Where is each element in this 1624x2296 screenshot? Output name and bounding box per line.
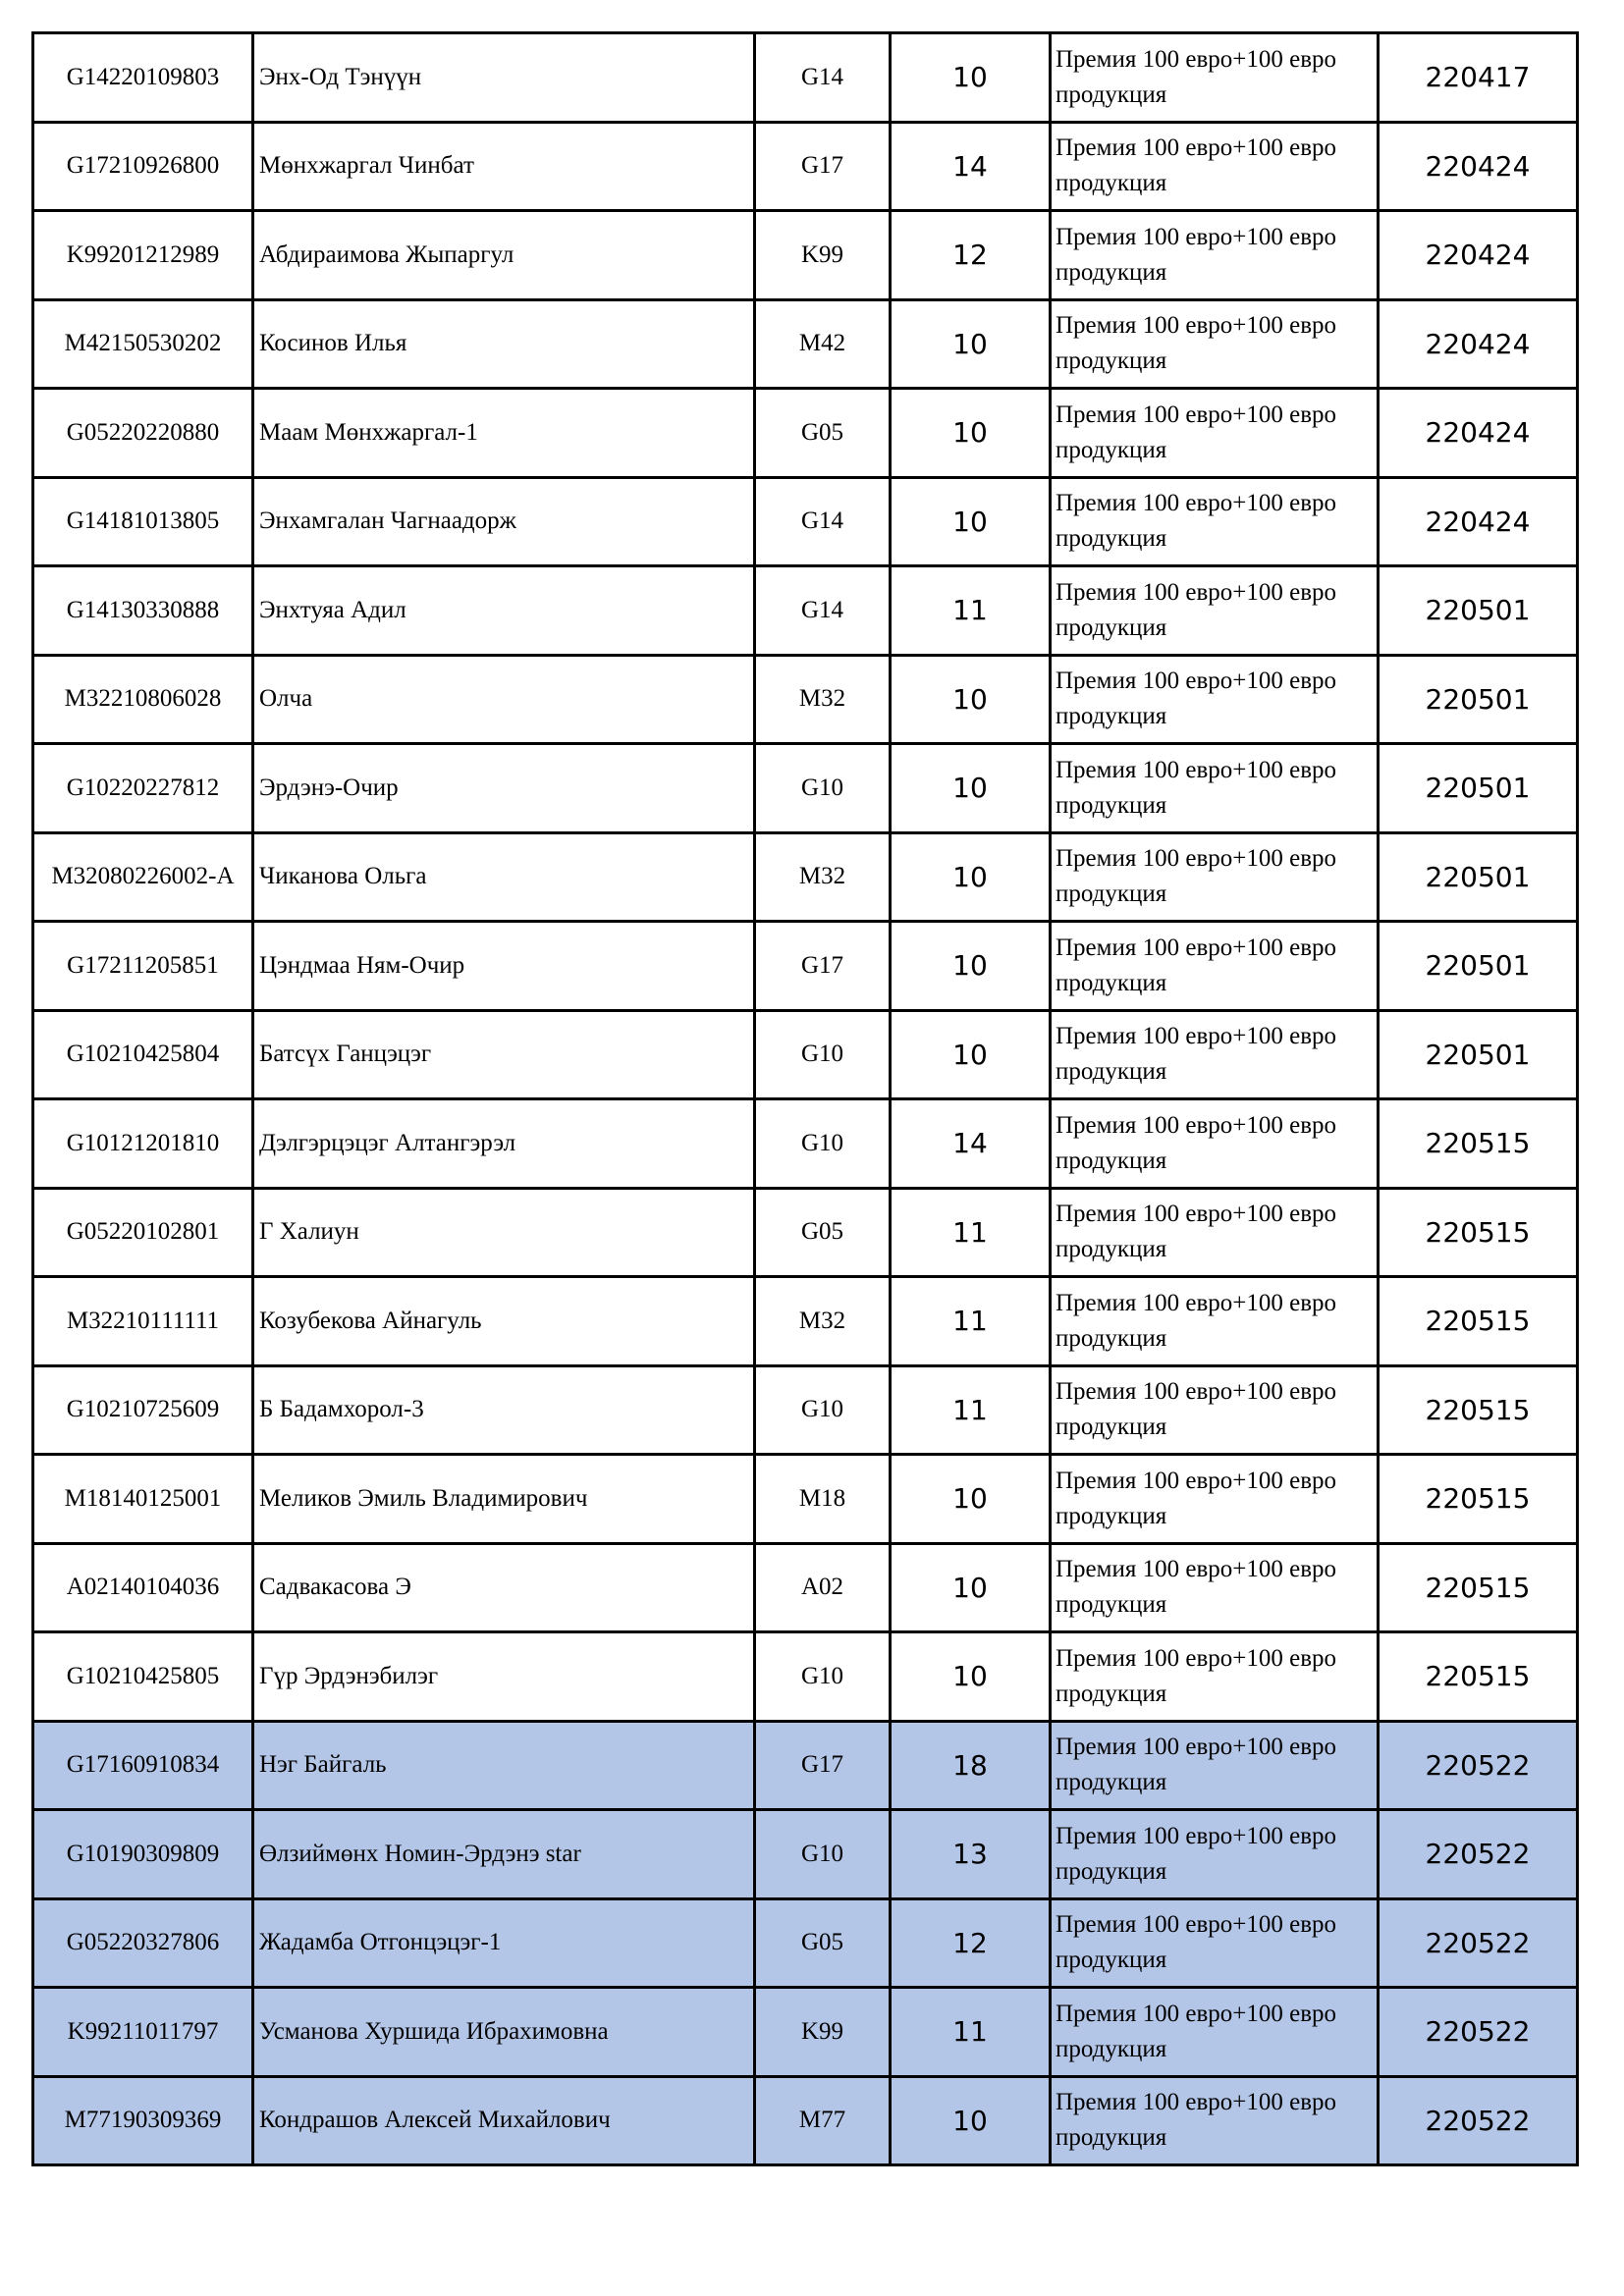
country-code-cell: G17: [755, 122, 891, 211]
premium-line-2: продукция: [1056, 1058, 1167, 1086]
premium-cell: [1051, 1099, 1379, 1189]
country-code-cell: K99: [755, 1988, 891, 2077]
member-id-cell: G17211205851: [33, 922, 253, 1011]
level-cell: 14: [891, 122, 1051, 211]
level-cell: 11: [891, 1188, 1051, 1277]
level-cell: 11: [891, 1365, 1051, 1455]
table-row: [33, 33, 1578, 123]
level-cell: 10: [891, 1543, 1051, 1632]
level-cell: 10: [891, 922, 1051, 1011]
level-cell: 10: [891, 832, 1051, 922]
premium-line-2: продукция: [1056, 170, 1167, 197]
premium-line-2: продукция: [1056, 1769, 1167, 1796]
premium-line-2: продукция: [1056, 703, 1167, 730]
country-code-cell: G05: [755, 1188, 891, 1277]
member-name-cell: Меликов Эмиль Владимирович: [253, 1455, 755, 1544]
member-id-cell: G14220109803: [33, 33, 253, 123]
country-code-cell: G10: [755, 744, 891, 833]
premium-line-1: Премия 100 евро+100 евро: [1056, 1467, 1336, 1494]
premium-cell: [1051, 1898, 1379, 1988]
table-row: [33, 1365, 1578, 1455]
premium-line-2: продукция: [1056, 791, 1167, 819]
date-cell: 220424: [1379, 477, 1578, 566]
premium-line-2: продукция: [1056, 1591, 1167, 1619]
premium-line-2: продукция: [1056, 2124, 1167, 2152]
member-id-cell: M42150530202: [33, 299, 253, 389]
premium-line-1: Премия 100 евро+100 евро: [1056, 1911, 1336, 1939]
member-name-cell: Г Халиун: [253, 1188, 755, 1277]
date-cell: 220424: [1379, 122, 1578, 211]
level-cell: 10: [891, 299, 1051, 389]
premium-cell: [1051, 389, 1379, 478]
table-row: [33, 1188, 1578, 1277]
premium-line-2: продукция: [1056, 2035, 1167, 2062]
premium-line-1: Премия 100 евро+100 евро: [1056, 1644, 1336, 1672]
member-name-cell: Нэг Байгаль: [253, 1721, 755, 1810]
premium-line-2: продукция: [1056, 347, 1167, 375]
member-name-cell: Кондрашов Алексей Михайлович: [253, 2076, 755, 2165]
member-id-cell: G10210725609: [33, 1365, 253, 1455]
premium-line-2: продукция: [1056, 969, 1167, 996]
premium-line-1: Премия 100 евро+100 евро: [1056, 1111, 1336, 1139]
country-code-cell: G10: [755, 1099, 891, 1189]
date-cell: 220522: [1379, 1988, 1578, 2077]
table-row: [33, 1810, 1578, 1899]
premium-line-2: продукция: [1056, 1502, 1167, 1529]
premium-line-1: Премия 100 евро+100 евро: [1056, 578, 1336, 606]
level-cell: 13: [891, 1810, 1051, 1899]
country-code-cell: G14: [755, 477, 891, 566]
level-cell: 11: [891, 1988, 1051, 2077]
member-name-cell: Энх-Од Тэнүүн: [253, 33, 755, 123]
date-cell: 220424: [1379, 389, 1578, 478]
date-cell: 220501: [1379, 655, 1578, 744]
premium-cell: [1051, 1188, 1379, 1277]
member-id-cell: M77190309369: [33, 2076, 253, 2165]
member-id-cell: M18140125001: [33, 1455, 253, 1544]
member-name-cell: Абдираимова Жыпаргул: [253, 211, 755, 300]
country-code-cell: G17: [755, 1721, 891, 1810]
premium-cell: [1051, 1721, 1379, 1810]
level-cell: 10: [891, 744, 1051, 833]
date-cell: 220515: [1379, 1365, 1578, 1455]
premium-line-1: Премия 100 евро+100 евро: [1056, 134, 1336, 162]
country-code-cell: G10: [755, 1632, 891, 1722]
premium-cell: [1051, 122, 1379, 211]
table-row: [33, 566, 1578, 656]
premium-line-1: Премия 100 евро+100 евро: [1056, 45, 1336, 73]
premium-line-2: продукция: [1056, 1857, 1167, 1885]
premium-line-1: Премия 100 евро+100 евро: [1056, 1023, 1336, 1050]
table-row: [33, 2076, 1578, 2165]
premium-cell: [1051, 1277, 1379, 1366]
level-cell: 10: [891, 33, 1051, 123]
member-name-cell: Косинов Илья: [253, 299, 755, 389]
date-cell: 220522: [1379, 1898, 1578, 1988]
member-name-cell: Цэндмаа Ням-Очир: [253, 922, 755, 1011]
table-row: [33, 744, 1578, 833]
member-id-cell: G17210926800: [33, 122, 253, 211]
premium-line-1: Премия 100 евро+100 евро: [1056, 2089, 1336, 2116]
premium-cell: [1051, 1010, 1379, 1099]
premium-line-1: Премия 100 евро+100 евро: [1056, 1289, 1336, 1316]
date-cell: 220501: [1379, 832, 1578, 922]
premium-line-1: Премия 100 евро+100 евро: [1056, 1378, 1336, 1406]
level-cell: 18: [891, 1721, 1051, 1810]
premium-line-2: продукция: [1056, 881, 1167, 908]
country-code-cell: G10: [755, 1365, 891, 1455]
member-name-cell: Батсүх Ганцэцэг: [253, 1010, 755, 1099]
country-code-cell: M32: [755, 832, 891, 922]
member-id-cell: G10220227812: [33, 744, 253, 833]
country-code-cell: M32: [755, 655, 891, 744]
member-id-cell: G17160910834: [33, 1721, 253, 1810]
member-name-cell: Усманова Хуршида Ибрахимовна: [253, 1988, 755, 2077]
level-cell: 11: [891, 566, 1051, 656]
country-code-cell: G14: [755, 33, 891, 123]
premium-cell: [1051, 566, 1379, 656]
premium-line-1: Премия 100 евро+100 евро: [1056, 400, 1336, 428]
member-id-cell: G05220220880: [33, 389, 253, 478]
awards-table-body: [33, 33, 1578, 2165]
date-cell: 220515: [1379, 1543, 1578, 1632]
premium-cell: [1051, 922, 1379, 1011]
member-id-cell: G10210425805: [33, 1632, 253, 1722]
date-cell: 220501: [1379, 922, 1578, 1011]
premium-cell: [1051, 33, 1379, 123]
table-row: [33, 832, 1578, 922]
member-id-cell: G10190309809: [33, 1810, 253, 1899]
member-name-cell: Мөнхжаргал Чинбат: [253, 122, 755, 211]
premium-line-2: продукция: [1056, 1236, 1167, 1263]
member-name-cell: Энхтуяа Адил: [253, 566, 755, 656]
member-name-cell: Олча: [253, 655, 755, 744]
table-row: [33, 1099, 1578, 1189]
premium-cell: [1051, 1988, 1379, 2077]
premium-cell: [1051, 744, 1379, 833]
table-row: [33, 477, 1578, 566]
table-row: [33, 655, 1578, 744]
premium-line-1: Премия 100 евро+100 евро: [1056, 312, 1336, 340]
table-row: [33, 299, 1578, 389]
table-row: [33, 122, 1578, 211]
member-id-cell: A02140104036: [33, 1543, 253, 1632]
premium-line-1: Премия 100 евро+100 евро: [1056, 934, 1336, 961]
table-row: [33, 1898, 1578, 1988]
premium-line-1: Премия 100 евро+100 евро: [1056, 1201, 1336, 1228]
member-name-cell: Эрдэнэ-Очир: [253, 744, 755, 833]
premium-cell: [1051, 1455, 1379, 1544]
country-code-cell: G10: [755, 1010, 891, 1099]
table-row: [33, 389, 1578, 478]
member-id-cell: M32210806028: [33, 655, 253, 744]
date-cell: 220515: [1379, 1099, 1578, 1189]
premium-cell: [1051, 1543, 1379, 1632]
premium-line-1: Премия 100 евро+100 евро: [1056, 1556, 1336, 1583]
premium-cell: [1051, 655, 1379, 744]
date-cell: 220417: [1379, 33, 1578, 123]
member-name-cell: Садвакасова Э: [253, 1543, 755, 1632]
date-cell: 220522: [1379, 1810, 1578, 1899]
date-cell: 220424: [1379, 299, 1578, 389]
date-cell: 220424: [1379, 211, 1578, 300]
level-cell: 10: [891, 477, 1051, 566]
country-code-cell: M18: [755, 1455, 891, 1544]
premium-cell: [1051, 477, 1379, 566]
member-id-cell: G05220327806: [33, 1898, 253, 1988]
date-cell: 220515: [1379, 1188, 1578, 1277]
member-id-cell: G14130330888: [33, 566, 253, 656]
country-code-cell: G10: [755, 1810, 891, 1899]
premium-cell: [1051, 832, 1379, 922]
country-code-cell: G05: [755, 1898, 891, 1988]
level-cell: 10: [891, 655, 1051, 744]
premium-line-2: продукция: [1056, 1147, 1167, 1174]
premium-cell: [1051, 1810, 1379, 1899]
table-row: [33, 1632, 1578, 1722]
premium-line-1: Премия 100 евро+100 евро: [1056, 1822, 1336, 1849]
member-id-cell: K99201212989: [33, 211, 253, 300]
country-code-cell: M32: [755, 1277, 891, 1366]
premium-line-2: продукция: [1056, 614, 1167, 641]
premium-line-1: Премия 100 евро+100 евро: [1056, 2000, 1336, 2027]
level-cell: 10: [891, 389, 1051, 478]
member-name-cell: Козубекова Айнагуль: [253, 1277, 755, 1366]
member-id-cell: K99211011797: [33, 1988, 253, 2077]
level-cell: 14: [891, 1099, 1051, 1189]
member-name-cell: Гүр Эрдэнэбилэг: [253, 1632, 755, 1722]
premium-cell: [1051, 211, 1379, 300]
date-cell: 220501: [1379, 1010, 1578, 1099]
premium-line-1: Премия 100 евро+100 евро: [1056, 845, 1336, 873]
member-id-cell: G10121201810: [33, 1099, 253, 1189]
country-code-cell: G17: [755, 922, 891, 1011]
date-cell: 220522: [1379, 2076, 1578, 2165]
premium-cell: [1051, 2076, 1379, 2165]
premium-line-1: Премия 100 евро+100 евро: [1056, 490, 1336, 517]
premium-line-2: продукция: [1056, 1947, 1167, 1974]
level-cell: 10: [891, 2076, 1051, 2165]
country-code-cell: K99: [755, 211, 891, 300]
table-row: [33, 1988, 1578, 2077]
premium-cell: [1051, 1365, 1379, 1455]
country-code-cell: A02: [755, 1543, 891, 1632]
member-id-cell: G10210425804: [33, 1010, 253, 1099]
premium-line-2: продукция: [1056, 436, 1167, 463]
premium-line-1: Премия 100 евро+100 евро: [1056, 756, 1336, 783]
premium-line-1: Премия 100 евро+100 евро: [1056, 1734, 1336, 1761]
country-code-cell: M42: [755, 299, 891, 389]
member-name-cell: Маам Мөнхжаргал-1: [253, 389, 755, 478]
date-cell: 220501: [1379, 744, 1578, 833]
premium-line-2: продукция: [1056, 1680, 1167, 1707]
country-code-cell: G14: [755, 566, 891, 656]
table-row: [33, 922, 1578, 1011]
table-row: [33, 1277, 1578, 1366]
table-row: [33, 211, 1578, 300]
date-cell: 220515: [1379, 1277, 1578, 1366]
country-code-cell: M77: [755, 2076, 891, 2165]
premium-line-2: продукция: [1056, 525, 1167, 553]
table-row: [33, 1455, 1578, 1544]
awards-table: [31, 31, 1579, 2166]
premium-line-2: продукция: [1056, 1414, 1167, 1441]
level-cell: 10: [891, 1455, 1051, 1544]
date-cell: 220501: [1379, 566, 1578, 656]
date-cell: 220515: [1379, 1455, 1578, 1544]
premium-line-1: Премия 100 евро+100 евро: [1056, 223, 1336, 250]
date-cell: 220515: [1379, 1632, 1578, 1722]
level-cell: 10: [891, 1010, 1051, 1099]
date-cell: 220522: [1379, 1721, 1578, 1810]
country-code-cell: G05: [755, 389, 891, 478]
member-id-cell: M32080226002-A: [33, 832, 253, 922]
member-name-cell: Дэлгэрцэцэг Алтангэрэл: [253, 1099, 755, 1189]
table-row: [33, 1010, 1578, 1099]
member-id-cell: G14181013805: [33, 477, 253, 566]
member-id-cell: M32210111111: [33, 1277, 253, 1366]
member-name-cell: Жадамба Отгонцэцэг-1: [253, 1898, 755, 1988]
premium-line-1: Премия 100 евро+100 евро: [1056, 667, 1336, 695]
level-cell: 10: [891, 1632, 1051, 1722]
member-id-cell: G05220102801: [33, 1188, 253, 1277]
table-row: [33, 1721, 1578, 1810]
member-name-cell: Чиканова Ольга: [253, 832, 755, 922]
premium-cell: [1051, 299, 1379, 389]
premium-line-2: продукция: [1056, 258, 1167, 286]
level-cell: 11: [891, 1277, 1051, 1366]
level-cell: 12: [891, 211, 1051, 300]
member-name-cell: Энхамгалан Чагнаадорж: [253, 477, 755, 566]
table-row: [33, 1543, 1578, 1632]
member-name-cell: Өлзиймөнх Номин-Эрдэнэ star: [253, 1810, 755, 1899]
member-name-cell: Б Бадамхорол-3: [253, 1365, 755, 1455]
level-cell: 12: [891, 1898, 1051, 1988]
premium-cell: [1051, 1632, 1379, 1722]
premium-line-2: продукция: [1056, 1324, 1167, 1352]
premium-line-2: продукция: [1056, 80, 1167, 108]
